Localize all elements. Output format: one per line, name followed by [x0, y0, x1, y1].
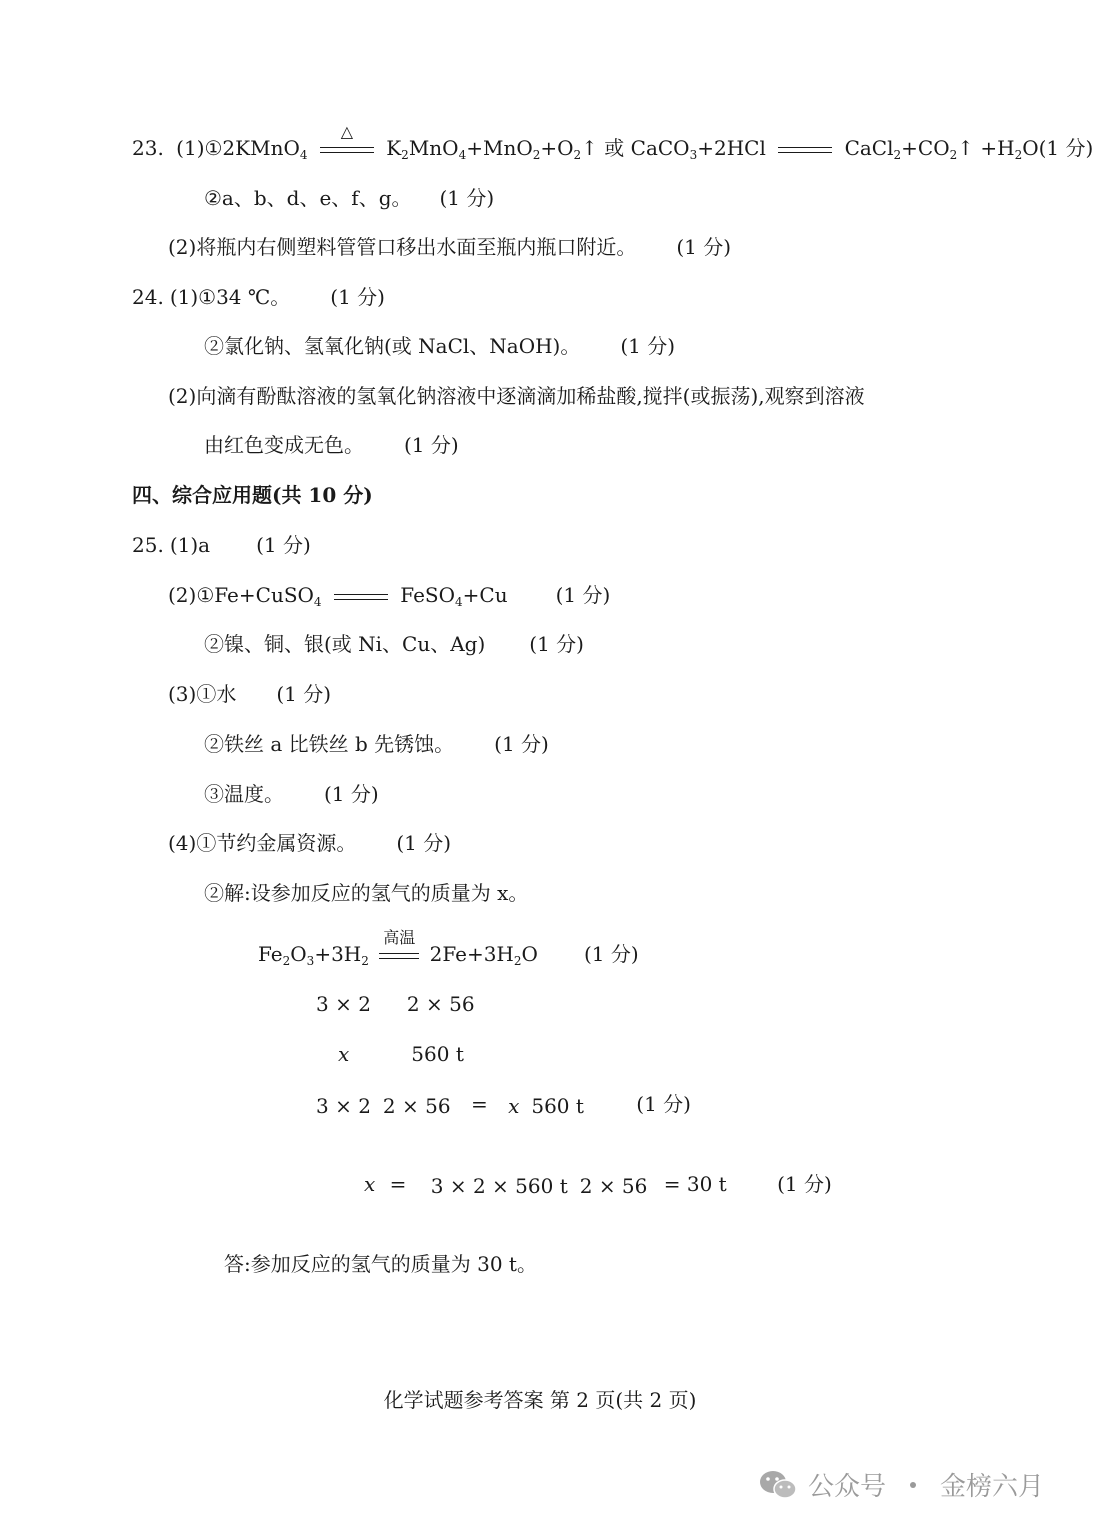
reaction-equals: [334, 591, 388, 603]
q25-line7: (4)①节约金属资源。 (1 分): [168, 831, 452, 855]
mass-line: x 560 t: [338, 1042, 464, 1066]
q25-line1: 25. (1)a (1 分): [132, 533, 311, 557]
q24-line3: (2)向滴有酚酞溶液的氢氧化钠溶液中逐滴滴加稀盐酸,搅拌(或振荡),观察到溶液: [168, 384, 865, 408]
fraction-right: x 560 t: [508, 1093, 584, 1118]
reaction-condition-heat: △: [320, 144, 374, 156]
q25-line6: ③温度。 (1 分): [204, 782, 379, 806]
reaction-equals: [778, 144, 832, 156]
section-heading: 四、综合应用题(共 10 分): [132, 483, 373, 507]
q24-line1: 24. (1)①34 ℃。 (1 分): [132, 285, 385, 309]
q24-number: 24.: [132, 285, 164, 309]
fraction-left: 3 × 2 2 × 56: [316, 1093, 451, 1118]
wechat-icon: [758, 1469, 798, 1501]
proportion-line: 3 × 2 2 × 56 = x 560 t (1 分): [306, 1090, 691, 1120]
watermark: 公众号 金榜六月: [758, 1466, 1044, 1503]
q24-line2: ②氯化钠、氢氧化钠(或 NaCl、NaOH)。 (1 分): [204, 334, 676, 358]
q25-line3: ②镍、铜、银(或 Ni、Cu、Ag) (1 分): [204, 632, 584, 656]
q25-line2: (2)①Fe+CuSO$_4$ FeSO$_4$+Cu (1 分): [168, 583, 611, 609]
q23-line2: ②a、b、d、e、f、g。 (1 分): [204, 186, 495, 210]
final-answer: 答:参加反应的氢气的质量为 30 t。: [224, 1252, 537, 1276]
ratio-line: 3 × 2 2 × 56: [316, 992, 475, 1016]
fraction-calc: 3 × 2 × 560 t 2 × 56: [430, 1173, 648, 1198]
calc-line: x = 3 × 2 × 560 t 2 × 56 = 30 t (1 分): [364, 1172, 832, 1198]
q25-number: 25.: [132, 533, 164, 557]
q23-line3: (2)将瓶内右侧塑料管管口移出水面至瓶内瓶口附近。 (1 分): [168, 235, 732, 259]
q25-line5: ②铁丝 a 比铁丝 b 先锈蚀。 (1 分): [204, 732, 549, 756]
q25-line8: ②解:设参加反应的氢气的质量为 x。: [204, 881, 529, 905]
page-footer: 化学试题参考答案 第 2 页(共 2 页): [383, 1388, 697, 1412]
q23-line1: 23. (1)①2KMnO$_4$ △ $K_2MnO_4+MnO_2+O_2↑$ 或 CaCO$_3$+2HCl $CaCl_2+CO_2↑ +H_2O(1$ 分): [132, 121, 1093, 162]
score: (1 分): [1038, 136, 1093, 160]
q25-line4: (3)①水 (1 分): [168, 682, 332, 706]
q24-line4: 由红色变成无色。 (1 分): [204, 433, 459, 457]
q23-number: 23.: [132, 136, 164, 160]
equation-line: $Fe_2O_3+3H_2$ 高温 $2Fe+3H_2O$ (1 分): [258, 927, 639, 968]
reaction-condition-high-temp: 高温: [379, 950, 419, 962]
